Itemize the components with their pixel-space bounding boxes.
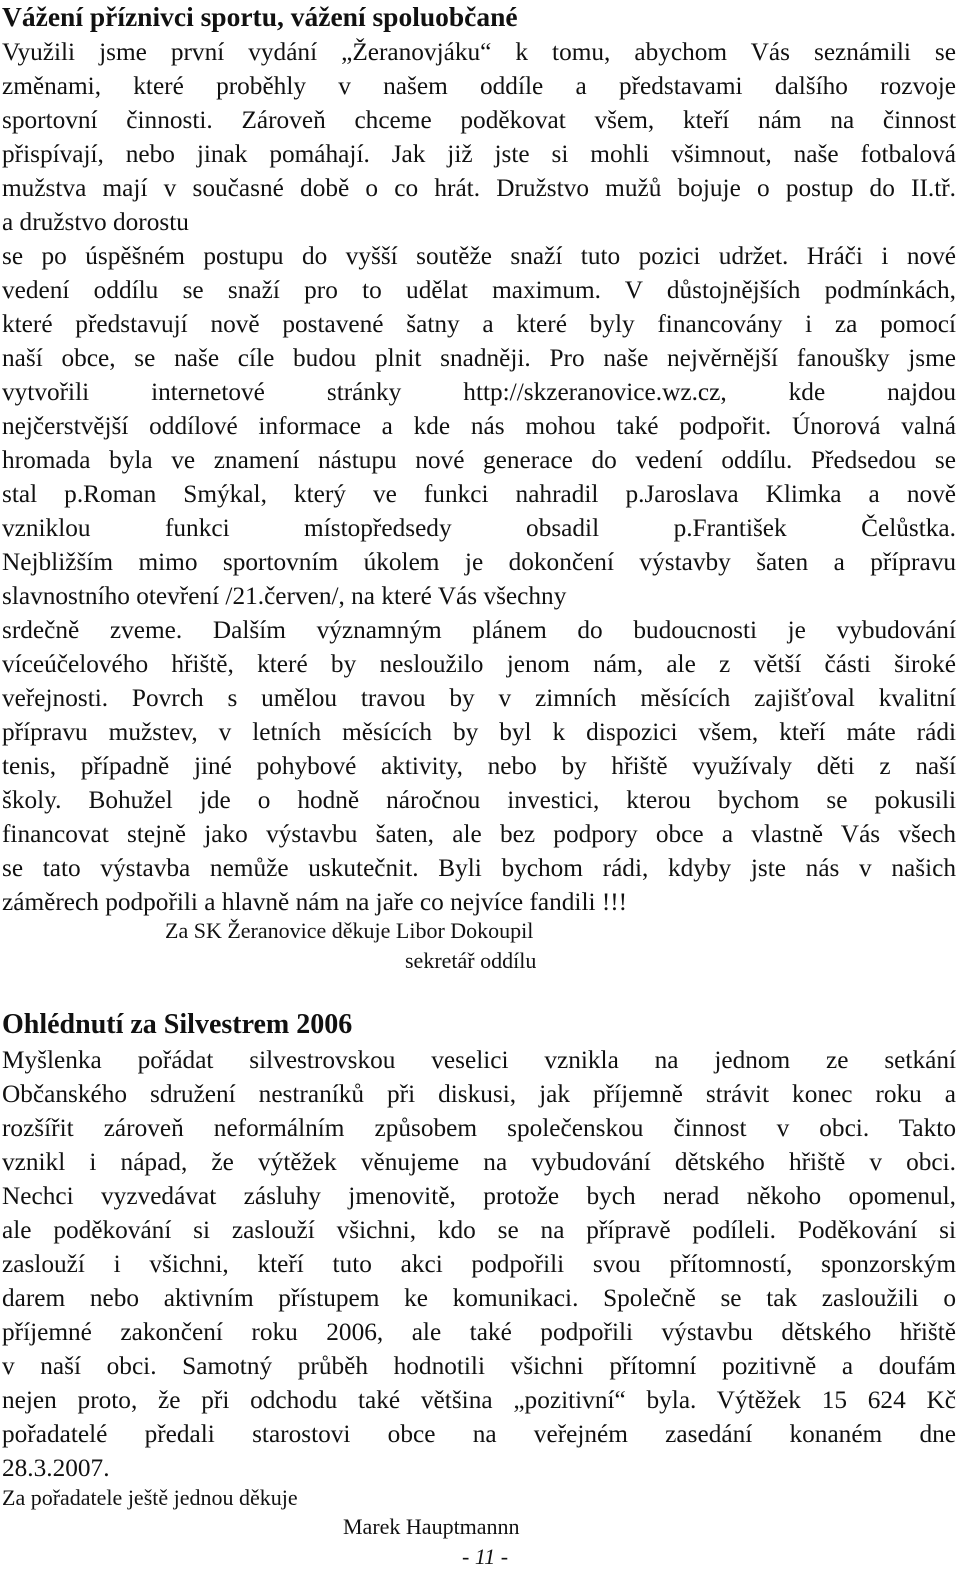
text-line: školy. Bohužel jde o hodně náročnou investici, kterou bychom se pokusili	[2, 786, 956, 814]
text-line: vytvořili internetové stránky http://skzeranovice.wz.cz, kde najdou	[2, 378, 956, 406]
text-line: veřejnosti. Povrch s umělou travou by v zimních měsících zajišťoval kvalitní	[2, 684, 956, 712]
text-line: záměrech podpořili a hlavně nám na jaře co nejvíce fandili !!!	[2, 888, 628, 916]
text-line: 28.3.2007.	[2, 1454, 110, 1482]
text-line: v naší obci. Samotný průběh hodnotili všichni přítomní pozitivně a doufám	[2, 1352, 956, 1380]
text-line: hromada byla ve znamení nástupu nové generace do vedení oddílu. Předsedou se	[2, 446, 956, 474]
article-paragraph-plans	[2, 613, 956, 919]
text-line: přípravu mužstev, v letních měsících by byl k dispozici všem, kteří máte rádi	[2, 718, 956, 746]
article-paragraph-main	[2, 239, 956, 613]
section-title: Ohlédnutí za Silvestrem 2006	[2, 1009, 353, 1040]
text-line: vedení oddílu se snaží pro to udělat maximum. V důstojnějších podmínkách,	[2, 276, 956, 304]
text-line: srdečně zveme. Dalším významným plánem do budoucnosti je vybudování	[2, 616, 956, 644]
page-number: - 11 -	[462, 1544, 509, 1569]
text-line: tenis, případně jiné pohybové aktivity, nebo by hřiště využívaly děti z naší	[2, 752, 956, 780]
text-line: Nechci vyzvedávat zásluhy jmenovitě, protože bych nerad někoho opomenul,	[2, 1182, 956, 1210]
signature-name: Marek Hauptmannn	[343, 1514, 520, 1539]
signature-line: Za SK Žeranovice děkuje Libor Dokoupil	[165, 918, 534, 943]
text-line: Občanského sdružení nestraníků při diskusi, jak příjemně strávit konec roku a	[2, 1080, 956, 1108]
text-line: změnami, které proběhly v našem oddíle a představami dalšího rozvoje	[2, 72, 956, 100]
text-line: zaslouží i všichni, kteří tuto akci podpořili svou přítomností, sponzorským	[2, 1250, 956, 1278]
text-line: přispívají, nebo jinak pomáhají. Jak již jste si mohli všimnout, naše fotbalová	[2, 140, 956, 168]
text-line: stal p.Roman Smýkal, který ve funkci nahradil p.Jaroslava Klimka a nově	[2, 480, 956, 508]
section-paragraph	[2, 1043, 956, 1485]
text-line: pořadatelé předali starostovi obce na veřejném zasedání konaném dne	[2, 1420, 956, 1448]
text-line: Využili jsme první vydání „Žeranovjáku“ k tomu, abychom Vás seznámili se	[2, 38, 956, 66]
text-line: Nejbližším mimo sportovním úkolem je dokončení výstavby šaten a přípravu	[2, 548, 956, 576]
signature-line: Za pořadatele ještě jednou děkuje	[2, 1485, 298, 1510]
text-line: darem nebo aktivním přístupem ke komunikaci. Společně se tak zasloužili o	[2, 1284, 956, 1312]
text-line: financovat stejně jako výstavbu šaten, ale bez podpory obce a vlastně Vás všech	[2, 820, 956, 848]
text-line: naší obce, se naše cíle budou plnit snadněji. Pro naše nejvěrnější fanoušky jsme	[2, 344, 956, 372]
text-line: víceúčelového hřiště, které by nesloužilo jenom nám, ale z větší části široké	[2, 650, 956, 678]
text-line: vzniklou funkci místopředsedy obsadil p.František Čelůstka.	[2, 514, 956, 542]
text-line: sportovní činnosti. Zároveň chceme poděkovat všem, kteří nám na činnost	[2, 106, 956, 134]
text-line: vznikl i nápad, že výtěžek věnujeme na vybudování dětského hřiště v obci.	[2, 1148, 956, 1176]
text-line: rozšířit zároveň neformálním způsobem společenskou činnost v obci. Takto	[2, 1114, 956, 1142]
text-line: ale poděkování si zaslouží všichni, kdo se na přípravě podíleli. Poděkování si	[2, 1216, 956, 1244]
text-line: nejen proto, že při odchodu také většina „pozitivní“ byla. Výtěžek 15 624 Kč	[2, 1386, 956, 1414]
text-line: a družstvo dorostu	[2, 208, 189, 236]
signature-role: sekretář oddílu	[405, 948, 537, 973]
article-title: Vážení příznivci sportu, vážení spoluobčané	[2, 1, 518, 32]
text-line: se po úspěšném postupu do vyšší soutěže snaží tuto pozici udržet. Hráči i nové	[2, 242, 956, 270]
text-line: nejčerstvější oddílové informace a kde nás mohou také podpořit. Únorová valná	[2, 412, 956, 440]
text-line: příjemné zakončení roku 2006, ale také podpořili výstavbu dětského hřiště	[2, 1318, 956, 1346]
text-line: Myšlenka pořádat silvestrovskou veselici vznikla na jednom ze setkání	[2, 1046, 956, 1074]
text-line: se tato výstavba nemůže uskutečnit. Byli bychom rádi, kdyby jste nás v našich	[2, 854, 956, 882]
article-paragraph-intro	[2, 35, 956, 239]
text-line: slavnostního otevření /21.červen/, na které Vás všechny	[2, 582, 567, 610]
text-line: mužstva mají v současné době o co hrát. Družstvo mužů bojuje o postup do II.tř.	[2, 174, 956, 202]
text-line: které představují nově postavené šatny a které byly financovány i za pomocí	[2, 310, 956, 338]
